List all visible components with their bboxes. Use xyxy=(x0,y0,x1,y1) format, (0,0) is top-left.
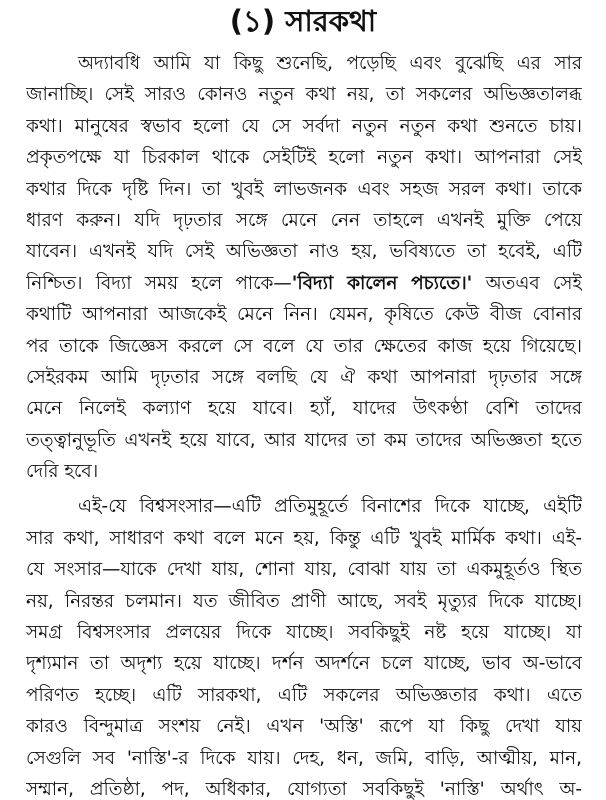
text-line: তত্ত্বানুভূতি এখনই হয়ে যাবে, আর যাদের তা কম তাদের অভিজ্ঞতা হতে xyxy=(26,429,582,451)
text-line: কারও বিন্দুমাত্র সংশয় নেই। এখন 'অস্তি' রূপে যা কিছু দেখা যায় xyxy=(26,716,582,738)
body-text xyxy=(26,48,582,800)
text-segment: অতএব সেই xyxy=(472,272,582,294)
text-line: এই-যে বিশ্বসংসার—এটি প্রতিমুহূর্তে বিনাশের দিকে যাচ্ছে, এইটি xyxy=(78,496,582,518)
text-line: ধারণ করুন। যদি দৃঢ়তার সঙ্গে মেনে নেন তাহলে এখনই মুক্তি পেয়ে xyxy=(26,209,582,231)
text-line: সেইরকম আমি দৃঢ়তার সঙ্গে বলছি যে ঐ কথা আপনারা দৃঢ়তার সঙ্গে xyxy=(26,366,582,388)
paragraph-2 xyxy=(26,491,582,800)
paragraph-1 xyxy=(26,48,582,487)
text-line: যাবেন। এখনই যদি সেই অভিজ্ঞতা নাও হয়, ভবিষ্যতে তা হবেই, এটি xyxy=(26,241,582,263)
text-segment: নিশ্চিত। বিদ্যা সময় হলে পাকে— xyxy=(26,272,292,294)
text-line: কথা। মানুষের স্বভাব হলো যে সে সর্বদা নতুন নতুন কথা শুনতে চায়। xyxy=(26,115,582,137)
page-title: (১) সারকথা xyxy=(229,4,377,38)
text-line-with-quote xyxy=(26,268,582,299)
text-line: দৃশ্যমান তা অদৃশ্য হয়ে যাচ্ছে। দর্শন অদর্শনে চলে যাচ্ছে, ভাব অ-ভাবে xyxy=(26,653,582,675)
text-line: মেনে নিলেই কল্যাণ হয়ে যাবে। হ্যাঁ, যাদের উৎকণ্ঠা বেশি তাদের xyxy=(26,398,582,420)
text-line: পরিণত হচ্ছে। এটি সারকথা, এটি সকলের অভিজ্ঞতার কথা। এতে xyxy=(26,684,582,706)
text-line: সমগ্র বিশ্বসংসার প্রলয়ের দিকে যাচ্ছে। সবকিছুই নষ্ট হয়ে যাচ্ছে। যা xyxy=(26,622,582,644)
sanskrit-quote: 'বিদ্যা কালেন পচ্যতে।' xyxy=(291,272,473,294)
text-line: সার কথা, সাধারণ কথা বলে মনে হয়, কিন্তু এটি খুবই মার্মিক কথা। এই- xyxy=(26,527,582,549)
text-line: জানাচ্ছি। সেই সারও কোনও নতুন কথা নয়, তা সকলের অভিজ্ঞতালব্ধ xyxy=(26,84,582,106)
text-line: পর তাকে জিজ্ঞেস করলে সে বলে যে তার ক্ষেতের কাজ হয়ে গিয়েছে। xyxy=(26,335,582,357)
text-line: কথার দিকে দৃষ্টি দিন। তা খুবই লাভজনক এবং সহজ সরল কথা। তাকে xyxy=(26,178,582,200)
text-line: সম্মান, প্রতিষ্ঠা, পদ, অধিকার, যোগ্যতা সবকিছুই 'নাস্তি' অর্থাৎ অ- xyxy=(26,778,582,800)
text-line: সেগুলি সব 'নাস্তি'-র দিকে যায়। দেহ, ধন, জমি, বাড়ি, আত্মীয়, মান, xyxy=(26,747,582,769)
text-line: নয়, নিরন্তর চলমান। যত জীবিত প্রাণী আছে, সবই মৃত্যুর দিকে যাচ্ছে। xyxy=(26,590,582,612)
text-line: যে সংসার—যাকে দেখা যায়, শোনা যায়, বোঝা যায় তা একমুহূর্তও স্থিত xyxy=(26,559,582,581)
text-line: অদ্যাবধি আমি যা কিছু শুনেছি, পড়েছি এবং বুঝেছি এর সার xyxy=(78,53,582,74)
text-line: কথাটি আপনারা আজকেই মেনে নিন। যেমন, কৃষিতে কেউ বীজ বোনার xyxy=(26,304,582,326)
text-line: দেরি হবে। xyxy=(26,461,99,483)
text-line: প্রকৃতপক্ষে যা চিরকাল থাকে সেইটিই হলো নতুন কথা। আপনারা সেই xyxy=(26,147,582,169)
